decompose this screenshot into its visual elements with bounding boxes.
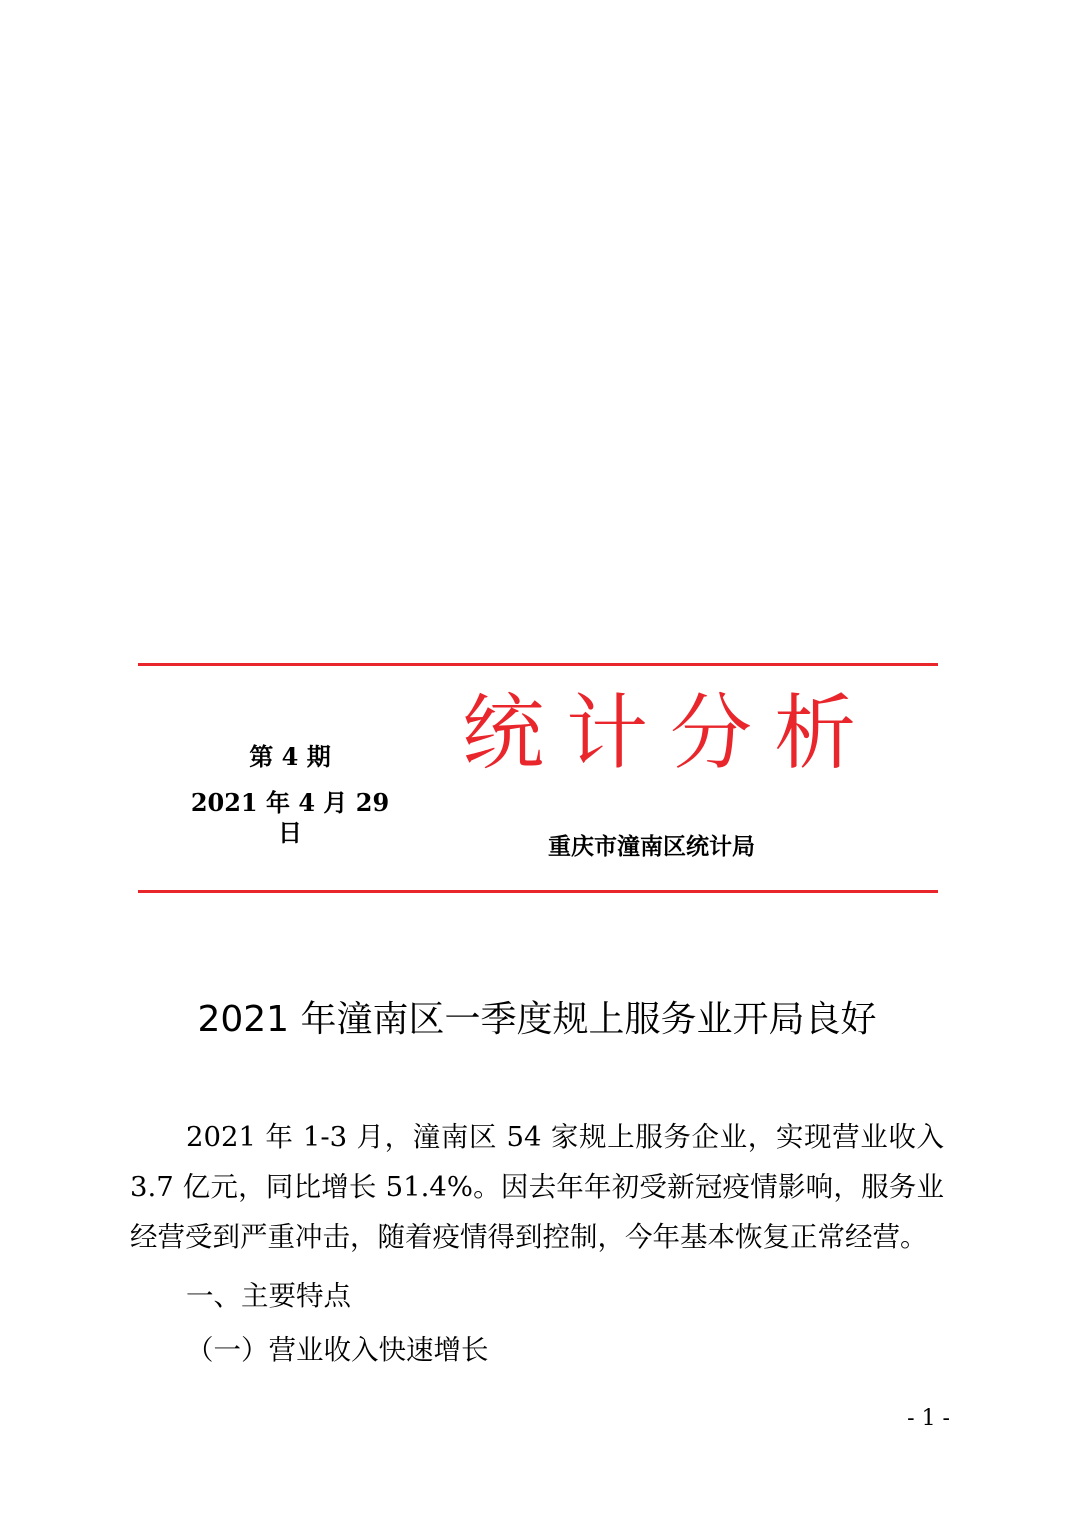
section-heading: 一、主要特点 [186, 1280, 351, 1312]
article-title: 2021 年潼南区一季度规上服务业开局良好 [197, 999, 877, 1040]
header-bottom-rule [138, 890, 938, 893]
subsection-heading: （一）营业收入快速增长 [186, 1334, 489, 1366]
page-number: - 1 - [907, 1406, 950, 1431]
issue-number: 第 4 期 [249, 742, 331, 771]
masthead-title: 统计分析 [462, 686, 879, 781]
article-paragraph: 2021 年 1-3 月，潼南区 54 家规上服务企业，实现营业收入 3.7 亿元，同比增长 51.4%。因去年年初受新冠疫情影响，服务业经营受到严重冲击，随着疫情得到控制，今年基本恢复正常经营。 [130, 1121, 944, 1253]
publisher-name: 重庆市潼南区统计局 [548, 834, 755, 860]
header-top-rule [138, 663, 938, 666]
issue-date: 2021 年 4 月 29 日 [190, 788, 390, 847]
